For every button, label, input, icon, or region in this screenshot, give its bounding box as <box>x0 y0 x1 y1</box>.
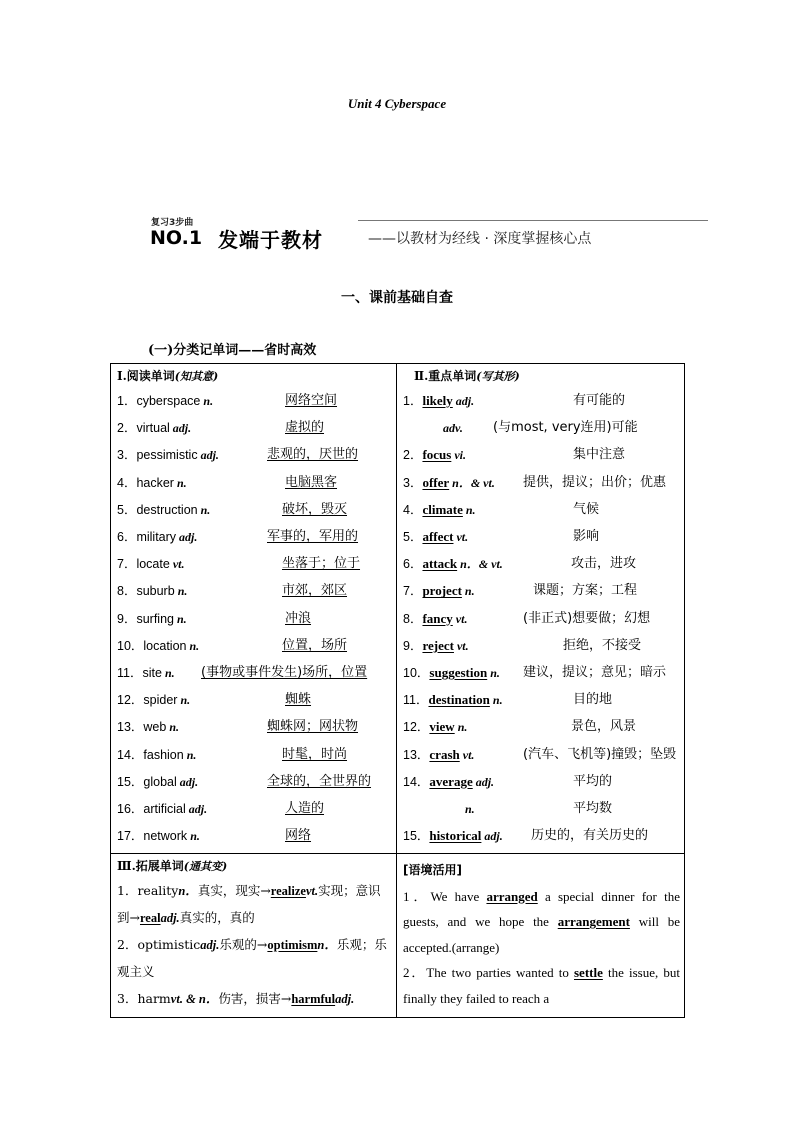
sentence-text: The two parties wanted to <box>426 965 569 980</box>
item-number: 11． <box>117 666 143 680</box>
item-number: 8． <box>403 611 423 626</box>
word-row <box>117 717 397 737</box>
part-of-speech: n. <box>176 475 187 490</box>
word: reject <box>422 637 454 653</box>
extension-label: Ⅲ.拓展单词 <box>117 859 184 873</box>
word: spider <box>143 693 178 708</box>
word-row <box>117 826 397 846</box>
part-of-speech: n. <box>189 638 200 653</box>
word-row <box>117 391 397 411</box>
meaning: 电脑黑客 <box>285 474 338 490</box>
word-row <box>403 391 683 411</box>
banner-step: 复习3步曲 <box>151 218 194 228</box>
word: likely <box>422 393 453 408</box>
word-row <box>117 581 397 601</box>
unit-title: Unit 4 Cyberspace <box>347 96 447 111</box>
meaning: 坐落于；位于 <box>282 556 361 572</box>
item-number: 9． <box>117 611 137 626</box>
meaning: 位置，场所 <box>282 637 348 653</box>
word: cyberspace <box>136 394 201 408</box>
part-of-speech: vt. <box>462 747 475 762</box>
part-of-speech: n. <box>164 666 175 680</box>
item-number: 17． <box>117 829 144 844</box>
part-of-speech: adj. <box>172 421 192 436</box>
word-row <box>117 473 397 493</box>
part-of-speech: vi. <box>454 448 467 463</box>
derived-word: real <box>139 910 161 925</box>
word-row <box>117 772 397 792</box>
item-number: 2． <box>403 965 427 980</box>
word-row <box>403 554 683 574</box>
word: virtual <box>136 421 170 436</box>
item-number: 2． <box>117 937 138 952</box>
part-of-speech: vt. <box>172 557 185 572</box>
answer-word: settle <box>573 965 603 980</box>
meaning: 蜘蛛网；网状物 <box>267 719 359 735</box>
meaning: 网络空间 <box>285 393 338 408</box>
part-of-speech: n. <box>464 584 475 599</box>
derived-word: realize <box>270 884 306 898</box>
part-of-speech: adj. <box>179 530 198 544</box>
word-row <box>403 826 683 846</box>
meaning: 景色，风景 <box>571 719 637 735</box>
item-number: 4． <box>117 475 137 490</box>
part-of-speech: n. <box>490 666 500 680</box>
part-of-speech: adj. <box>455 394 475 408</box>
word-row <box>117 663 397 683</box>
sentence-text: the issue, but finally they failed to reach a <box>403 965 681 1006</box>
item-number: 15． <box>117 774 144 789</box>
word-row <box>403 445 683 465</box>
item-number: 16． <box>117 802 144 816</box>
part-of-speech: adj. <box>200 448 219 463</box>
part-of-speech: n. <box>186 747 197 762</box>
word-row <box>117 636 397 656</box>
item-number: 7． <box>117 557 137 572</box>
part-of-speech: adj. <box>179 774 199 789</box>
subsection-title: (一)分类记单词——省时高效 <box>148 343 317 358</box>
word-row <box>403 418 683 438</box>
meaning: 破坏，毁灭 <box>282 501 348 517</box>
word: hacker <box>136 475 174 490</box>
meaning: 影响 <box>573 529 600 544</box>
part-of-speech: n．& vt. <box>460 557 503 572</box>
banner-main-title: 发端于教材 <box>218 228 323 252</box>
word: view <box>429 719 455 735</box>
word: destruction <box>136 502 198 517</box>
item-number: 1． <box>403 888 431 904</box>
word: military <box>136 530 177 544</box>
part-of-speech: adj. <box>200 938 220 952</box>
word: attack <box>422 556 458 572</box>
meaning: 乐观的→ <box>219 937 268 952</box>
meaning: 全球的，全世界的 <box>267 773 372 789</box>
meaning: 平均数 <box>573 801 613 816</box>
word: project <box>422 583 462 599</box>
context-practice <box>403 858 680 1011</box>
meaning: 拒绝，不接受 <box>563 637 642 653</box>
reading-words-label: Ⅰ.阅读单词 <box>117 369 175 383</box>
vocabulary-table <box>110 363 685 1018</box>
meaning: 攻击，进攻 <box>571 556 637 572</box>
word: fancy <box>422 610 453 626</box>
extension-item <box>117 986 393 1013</box>
item-number: 1． <box>403 394 423 408</box>
item-number: 6． <box>117 530 137 544</box>
answer-word: arranged <box>486 888 538 904</box>
item-number: 5． <box>403 530 423 544</box>
meaning: 集中注意 <box>573 447 626 463</box>
part-of-speech: adj. <box>475 774 495 789</box>
word: suburb <box>136 584 175 599</box>
part-of-speech: vt. <box>455 611 468 626</box>
part-of-speech: n. <box>492 693 503 708</box>
part-of-speech: n. <box>177 584 188 599</box>
reading-words-heading <box>117 367 218 384</box>
sentence-text: will be accepted.(arrange) <box>403 914 680 955</box>
part-of-speech: n. <box>190 829 200 844</box>
banner-subtitle: ——以教材为经线 · 深度掌握核心点 <box>368 231 592 247</box>
word: network <box>143 829 188 844</box>
word: location <box>143 638 187 653</box>
meaning: 历史的，有关历史的 <box>531 828 649 844</box>
meaning: 悲观的，厌世的 <box>267 447 359 463</box>
word-row <box>403 690 683 710</box>
meaning: 平均的 <box>573 773 613 789</box>
item-number: 15． <box>403 829 430 844</box>
item-number: 3． <box>403 475 423 490</box>
meaning: 冲浪 <box>285 610 312 626</box>
part-of-speech: n. <box>465 502 476 517</box>
word: surfing <box>136 611 174 626</box>
word-row <box>117 554 397 574</box>
word-row <box>403 717 683 737</box>
word: global <box>143 774 177 789</box>
context-sentence <box>403 884 680 961</box>
word-row <box>117 799 397 819</box>
meaning: 真实的，真的 <box>179 909 255 925</box>
context-sentence <box>403 960 680 1011</box>
meaning: (汽车、飞机等)撞毁；坠毁 <box>523 746 677 762</box>
derived-word: optimism <box>267 938 318 952</box>
word-row <box>403 772 683 792</box>
extension-heading <box>117 857 227 874</box>
item-number: 11． <box>403 693 429 708</box>
word: locate <box>136 557 170 572</box>
word: average <box>429 773 473 789</box>
banner-rule <box>358 220 708 221</box>
word: artificial <box>143 802 186 816</box>
part-of-speech: vt. <box>456 638 469 653</box>
word: fashion <box>143 747 184 762</box>
word-row <box>403 745 683 765</box>
word: historical <box>429 828 482 844</box>
word-row <box>117 500 397 520</box>
base-word: optimistic <box>137 937 201 952</box>
banner-number: NO.1 <box>150 227 203 249</box>
key-words-heading <box>414 367 520 384</box>
meaning: 实现；意识到→ <box>117 883 381 925</box>
word: affect <box>422 529 454 544</box>
extension-item <box>117 878 393 931</box>
meaning: 乐观；乐观主义 <box>117 937 387 979</box>
part-of-speech: vt. & n． <box>170 992 219 1006</box>
sentence-text: a special dinner for the guests, and we hope the <box>403 888 680 929</box>
part-of-speech: vt. <box>456 530 469 544</box>
item-number: 5． <box>117 502 137 517</box>
meaning: 有可能的 <box>573 393 626 408</box>
word-row <box>403 663 683 683</box>
section-banner <box>150 214 710 254</box>
word: web <box>143 720 167 735</box>
item-number: 1． <box>117 883 138 898</box>
item-number: 2． <box>117 421 137 436</box>
meaning: (与most, very连用)可能 <box>493 420 638 436</box>
meaning: 蜘蛛 <box>285 692 312 708</box>
item-number: 14． <box>117 747 144 762</box>
word-row <box>117 609 397 629</box>
derived-word: harmful <box>291 992 336 1006</box>
item-number: 1． <box>117 394 137 408</box>
item-number: 12． <box>117 693 144 708</box>
item-number: 13． <box>117 720 144 735</box>
part-of-speech: adj. <box>188 802 208 816</box>
part-of-speech: n. <box>176 611 187 626</box>
word: suggestion <box>429 665 488 680</box>
meaning: 目的地 <box>573 692 613 708</box>
item-number: 10． <box>403 666 430 680</box>
word-row <box>403 609 683 629</box>
extension-note: (通其变) <box>183 860 228 873</box>
word: crash <box>429 746 460 762</box>
section-title: 一、课前基础自查 <box>341 290 453 306</box>
meaning: 课题；方案；工程 <box>533 583 638 599</box>
item-number: 7． <box>403 584 423 599</box>
word-row <box>403 473 683 493</box>
part-of-speech: n．& vt. <box>452 475 495 490</box>
word-row <box>117 745 397 765</box>
item-number: 4． <box>403 502 423 517</box>
meaning: 建议，提议；意见；暗示 <box>523 665 667 680</box>
item-number: 13． <box>403 747 430 762</box>
meaning: 真实，现实→ <box>197 883 271 898</box>
word: destination <box>428 692 490 708</box>
meaning: 时髦，时尚 <box>282 746 348 762</box>
item-number: 9． <box>403 638 423 653</box>
sentence-text: We have <box>430 888 480 904</box>
word: offer <box>422 474 450 490</box>
meaning: 气候 <box>573 501 600 517</box>
word: site <box>142 666 162 680</box>
part-of-speech: vt. <box>305 884 319 898</box>
word-row <box>117 527 397 547</box>
part-of-speech: n. <box>465 802 475 816</box>
meaning: 人造的 <box>285 801 325 816</box>
answer-word: arrangement <box>557 914 630 929</box>
word-row <box>403 500 683 520</box>
part-of-speech: n. <box>180 693 191 708</box>
word: climate <box>422 501 463 517</box>
meaning: 市郊，郊区 <box>282 583 348 599</box>
key-words-label: Ⅱ.重点单词 <box>414 369 477 383</box>
item-number: 14． <box>403 774 430 789</box>
meaning: 提供，提议；出价；优惠 <box>523 474 667 490</box>
item-number: 6． <box>403 557 423 572</box>
base-word: reality <box>137 883 179 898</box>
item-number: 3． <box>117 448 137 463</box>
item-number: 10． <box>117 638 144 653</box>
word-row <box>403 581 683 601</box>
part-of-speech: n. <box>457 720 468 735</box>
part-of-speech: n. <box>203 394 214 408</box>
word-row <box>117 690 397 710</box>
word: pessimistic <box>136 448 198 463</box>
meaning: 虚拟的 <box>285 420 325 436</box>
row-divider <box>111 853 684 854</box>
meaning: 伤害，损害→ <box>218 991 292 1006</box>
meaning: 军事的，军用的 <box>267 529 359 544</box>
part-of-speech: adv. <box>443 421 463 436</box>
part-of-speech: n. <box>200 502 211 517</box>
part-of-speech: adj. <box>335 992 355 1006</box>
base-word: harm <box>137 991 171 1006</box>
part-of-speech: n． <box>317 938 337 952</box>
key-words-note: (写其形) <box>476 370 520 383</box>
context-heading: [语境活用] <box>403 863 462 877</box>
word-row <box>117 445 397 465</box>
word-row <box>117 418 397 438</box>
part-of-speech: adj. <box>484 829 503 844</box>
item-number: 3． <box>117 991 138 1006</box>
item-number: 2． <box>403 448 423 463</box>
part-of-speech: n. <box>169 720 180 735</box>
meaning: (非正式)想要做；幻想 <box>523 610 651 626</box>
part-of-speech: n． <box>178 884 198 898</box>
item-number: 8． <box>117 584 137 599</box>
part-of-speech: adj. <box>160 910 180 925</box>
extension-item <box>117 932 393 985</box>
item-number: 12． <box>403 720 430 735</box>
word: focus <box>422 447 452 463</box>
reading-words-note: (知其意) <box>174 370 219 383</box>
word-row <box>403 527 683 547</box>
word-row <box>403 799 683 819</box>
meaning: (事物或事件发生)场所，位置 <box>201 665 368 680</box>
word-row <box>403 636 683 656</box>
meaning: 网络 <box>285 828 312 844</box>
